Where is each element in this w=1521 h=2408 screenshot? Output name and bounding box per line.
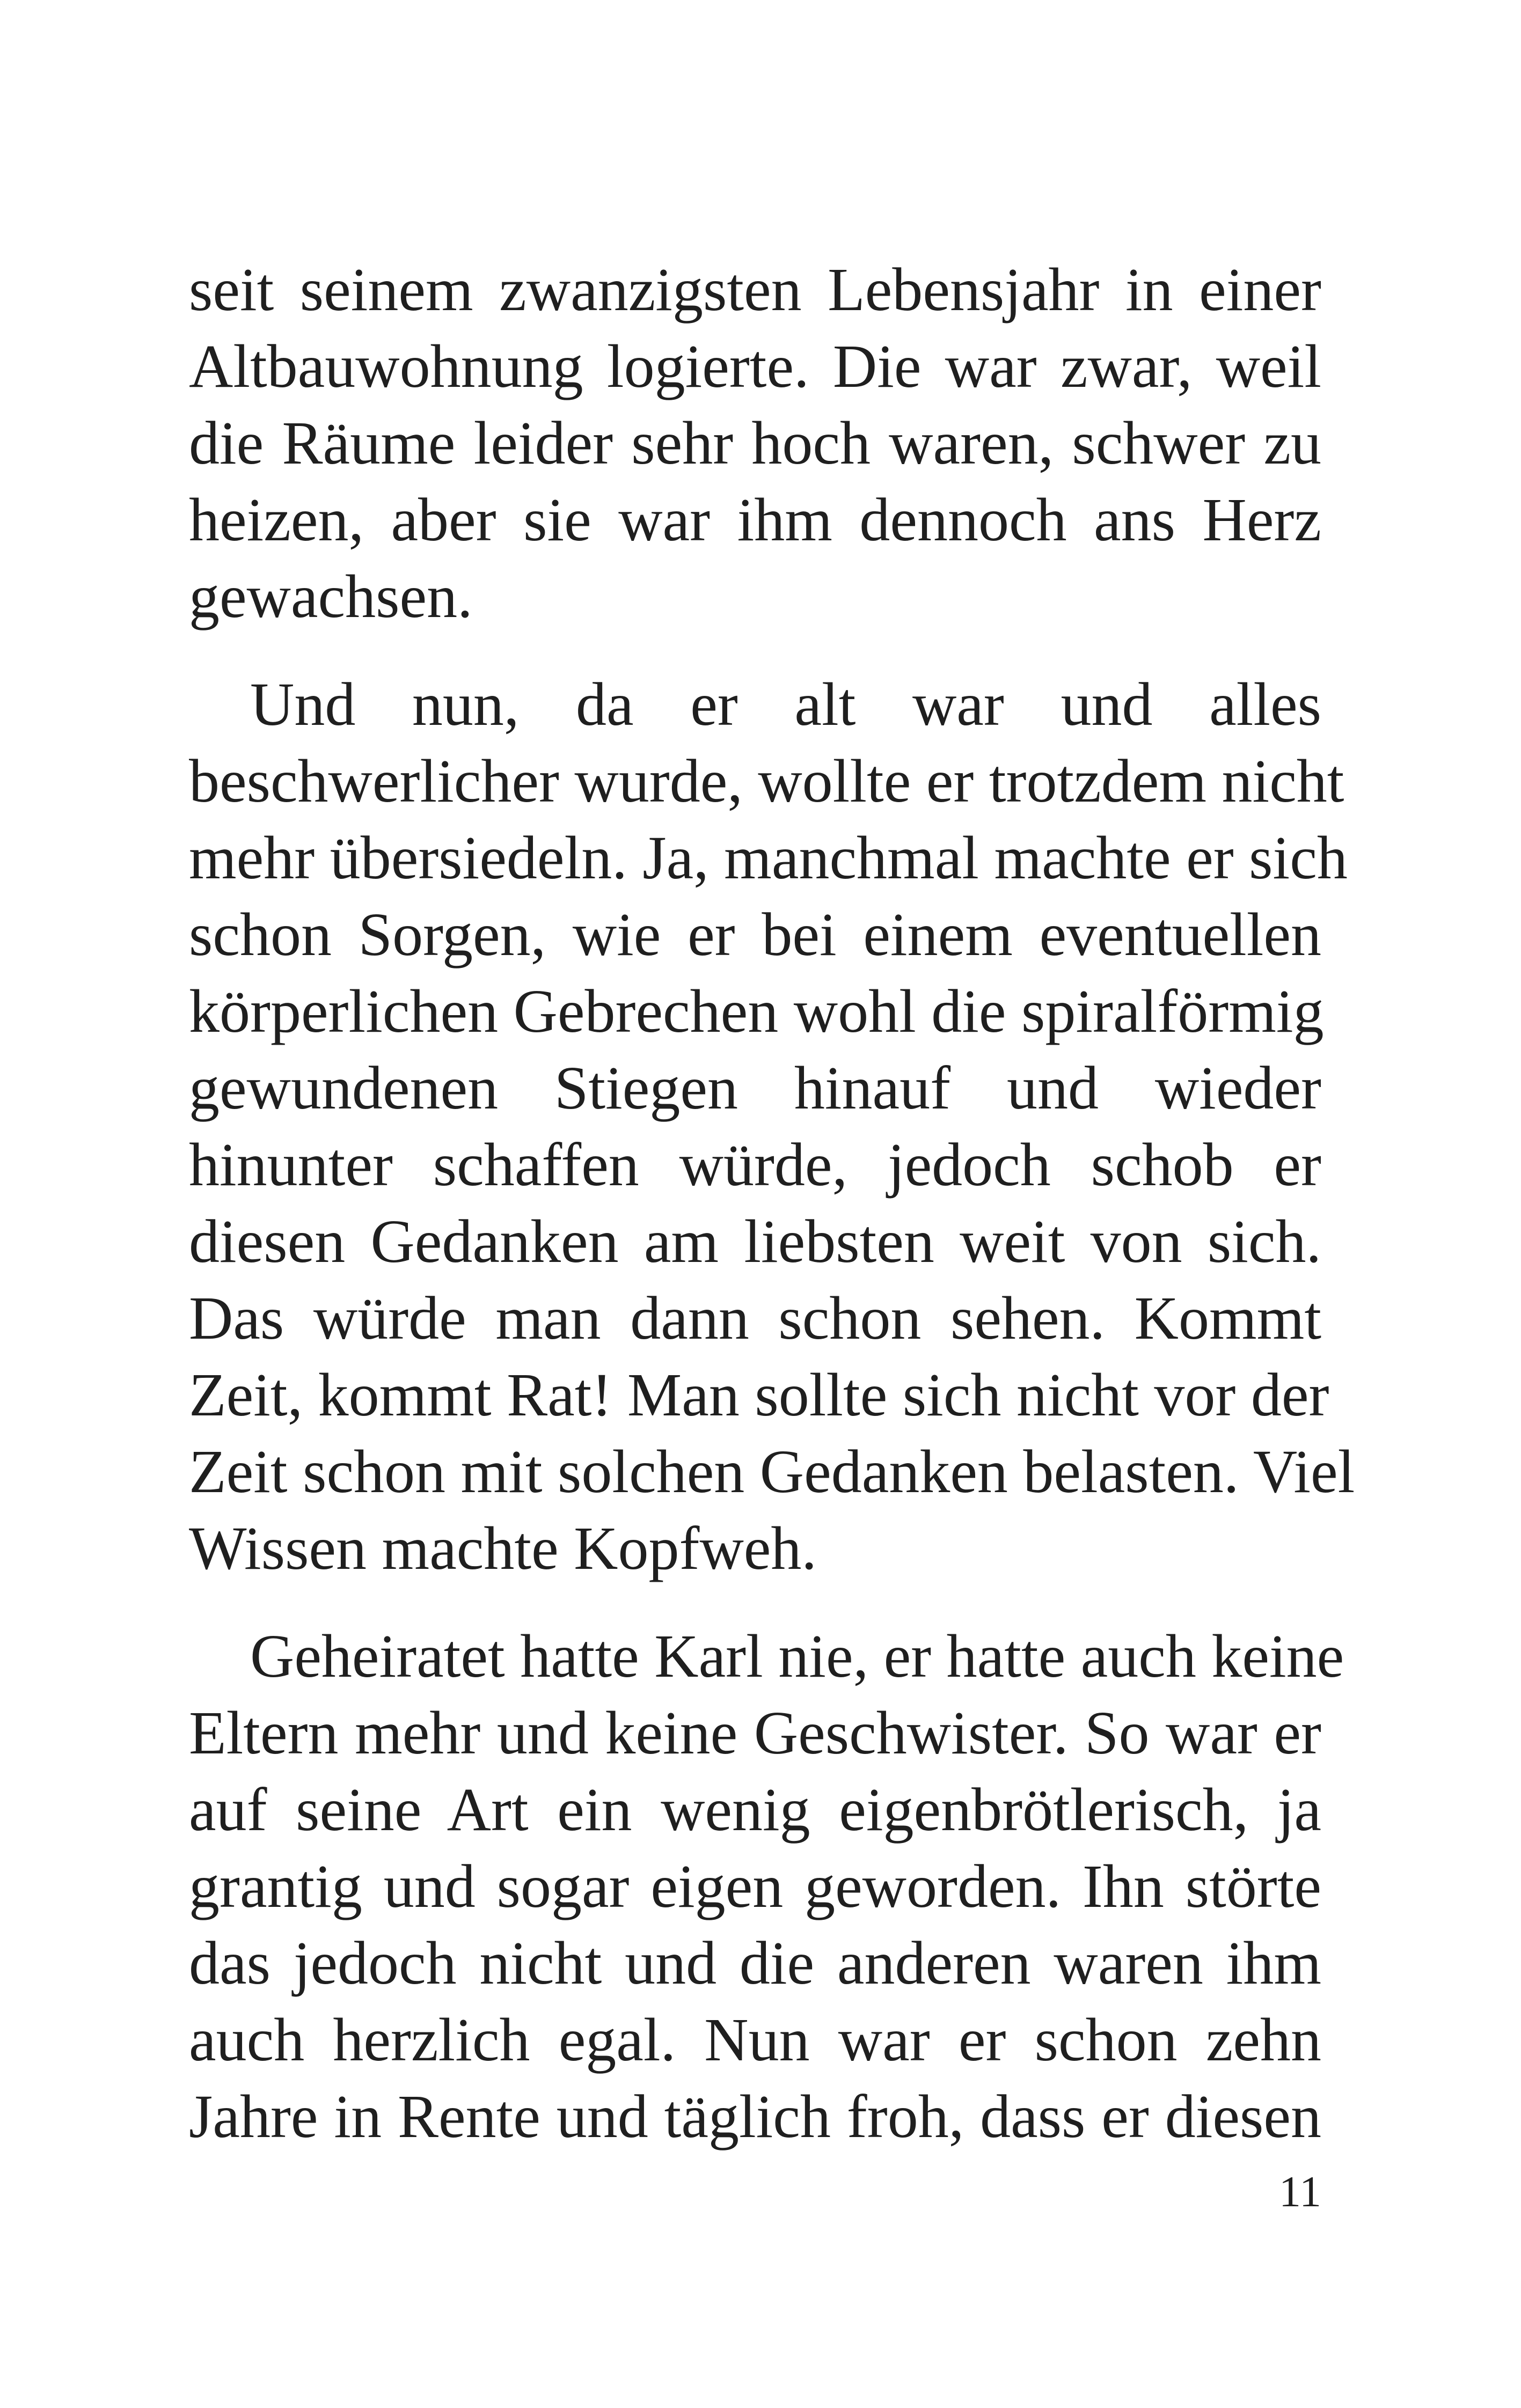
- text-line: Altbauwohnung logierte. Die war zwar, weil: [189, 332, 1321, 400]
- paragraph-1: [189, 251, 1321, 635]
- text-line: seit seinem zwanzigsten Lebensjahr in einer: [189, 255, 1321, 324]
- text-line: das jedoch nicht und die anderen waren ihm: [189, 1929, 1321, 1997]
- text-line: Wissen machte Kopfweh.: [189, 1514, 817, 1582]
- text-line: gewundenen Stiegen hinauf und wieder: [189, 1054, 1321, 1122]
- text-line: Zeit, kommt Rat! Man sollte sich nicht vor der: [189, 1361, 1329, 1429]
- text-line: grantig und sogar eigen geworden. Ihn störte: [189, 1852, 1321, 1920]
- text-line: Das würde man dann schon sehen. Kommt: [189, 1284, 1321, 1352]
- text-line: hinunter schaffen würde, jedoch schob er: [189, 1130, 1321, 1199]
- text-line: körperlichen Gebrechen wohl die spiralförmig: [189, 977, 1324, 1045]
- text-line: gewachsen.: [189, 562, 473, 630]
- text-line: auf seine Art ein wenig eigenbrötlerisch, ja: [189, 1775, 1321, 1844]
- text-line: schon Sorgen, wie er bei einem eventuellen: [189, 900, 1321, 968]
- text-line: Jahre in Rente und täglich froh, dass er diesen: [189, 2082, 1321, 2150]
- text-line: auch herzlich egal. Nun war er schon zehn: [189, 2006, 1321, 2074]
- text-line: Zeit schon mit solchen Gedanken belasten. Viel: [189, 1437, 1355, 1506]
- text-line: Geheiratet hatte Karl nie, er hatte auch keine: [250, 1622, 1344, 1690]
- text-line: heizen, aber sie war ihm dennoch ans Herz: [189, 486, 1321, 554]
- text-line: Und nun, da er alt war und alles: [250, 670, 1321, 738]
- text-line: diesen Gedanken am liebsten weit von sich.: [189, 1207, 1321, 1275]
- paragraph-3: [189, 1618, 1344, 2155]
- text-line: mehr übersiedeln. Ja, manchmal machte er sich: [189, 824, 1348, 892]
- page-number: 11: [1279, 2167, 1321, 2216]
- paragraph-2: [189, 666, 1355, 1587]
- text-line: die Räume leider sehr hoch waren, schwer zu: [189, 409, 1321, 477]
- text-line: beschwerlicher wurde, wollte er trotzdem nicht: [189, 747, 1344, 815]
- body-text: [189, 251, 1355, 2186]
- text-line: Eltern mehr und keine Geschwister. So war er: [189, 1699, 1321, 1767]
